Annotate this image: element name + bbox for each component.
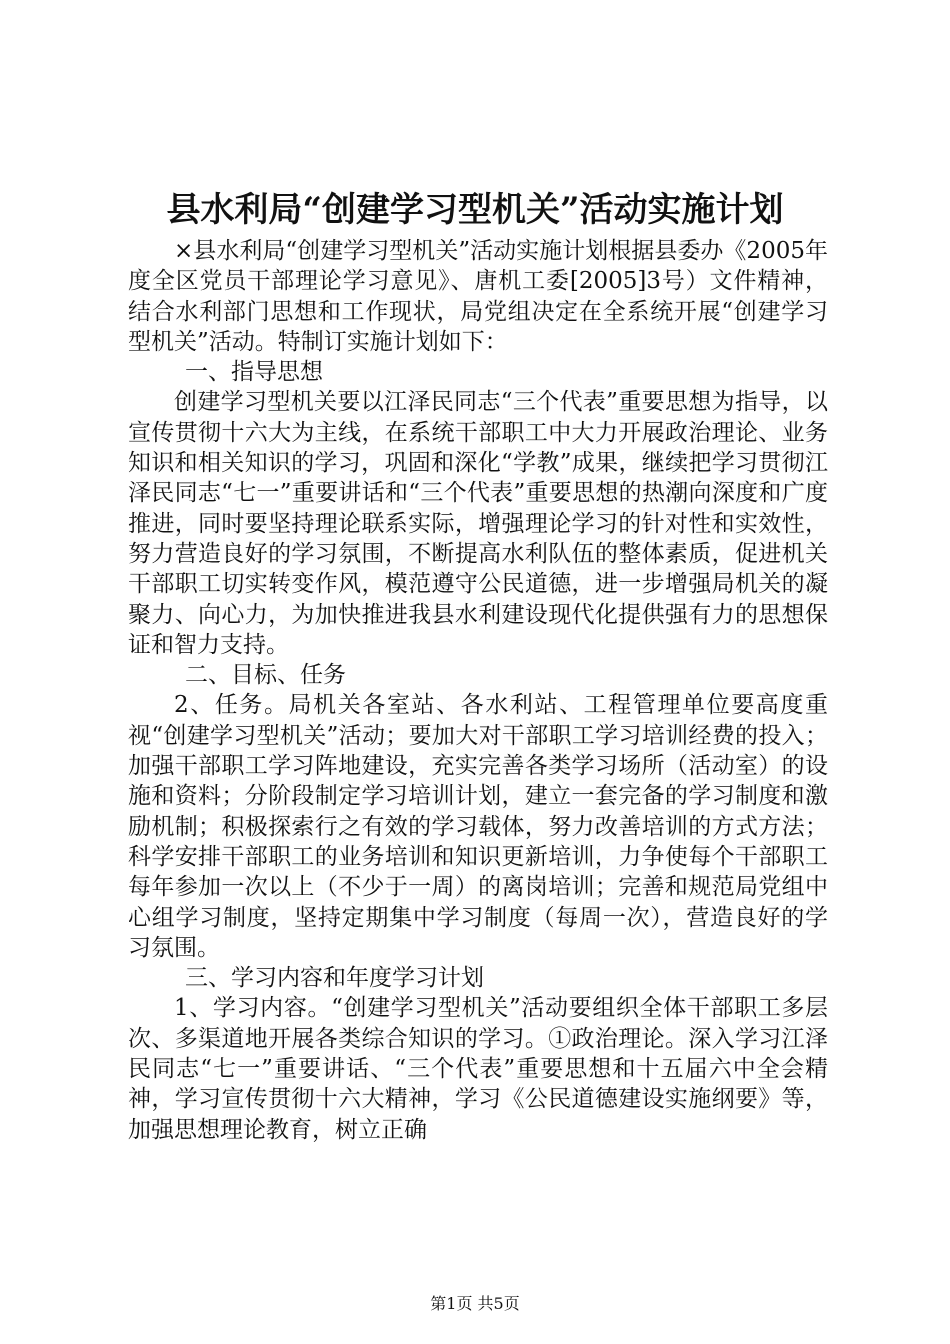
document-body [128, 236, 828, 1145]
intro-paragraph: ×县水利局“创建学习型机关”活动实施计划根据县委办《2005年度全区党员干部理论学习意见》、唐机工委[2005]3号）文件精神，结合水利部门思想和工作现状，局党组决定在全系统开展“创建学习型机关”活动。特制订实施计划如下： [128, 238, 828, 355]
study-content-paragraph: 1、学习内容。“创建学习型机关”活动要组织全体干部职工多层次、多渠道地开展各类综合知识的学习。①政治理论。深入学习江泽民同志“七一”重要讲话、“三个代表”重要思想和十五届六中全会精神，学习宣传贯彻十六大精神，学习《公民道德建设实施纲要》等，加强思想理论教育，树立正确 [128, 995, 828, 1143]
section-heading-study-content: 三、学习内容和年度学习计划 [185, 965, 484, 992]
section-heading-goals-tasks: 二、目标、任务 [185, 662, 346, 689]
document-title: 县水利局“创建学习型机关”活动实施计划 [166, 190, 784, 230]
page-number-footer: 第1页 共5页 [430, 1294, 520, 1313]
tasks-paragraph: 2、任务。局机关各室站、各水利站、工程管理单位要高度重视“创建学习型机关”活动；要加大对干部职工学习培训经费的投入；加强干部职工学习阵地建设，充实完善各类学习场所（活动室）的设施和资料；分阶段制定学习培训计划，建立一套完备的学习制度和激励机制；积极探索行之有效的学习载体，努力改善培训的方式方法；科学安排干部职工的业务培训和知识更新培训，力争使每个干部职工每年参加一次以上（不少于一周）的离岗培训；完善和规范局党组中心组学习制度，坚持定期集中学习制度（每周一次），营造良好的学习氛围。 [128, 692, 828, 961]
section-heading-guiding-ideology: 一、指导思想 [185, 359, 323, 386]
guiding-ideology-paragraph: 创建学习型机关要以江泽民同志“三个代表”重要思想为指导，以宣传贯彻十六大为主线，在系统干部职工中大力开展政治理论、业务知识和相关知识的学习，巩固和深化“学教”成果，继续把学习贯彻江泽民同志“七一”重要讲话和“三个代表”重要思想的热潮向深度和广度推进，同时要坚持理论联系实际，增强理论学习的针对性和实效性，努力营造良好的学习氛围，不断提高水利队伍的整体素质，促进机关干部职工切实转变作风，模范遵守公民道德，进一步增强局机关的凝聚力、向心力，为加快推进我县水利建设现代化提供强有力的思想保证和智力支持。 [128, 389, 828, 658]
